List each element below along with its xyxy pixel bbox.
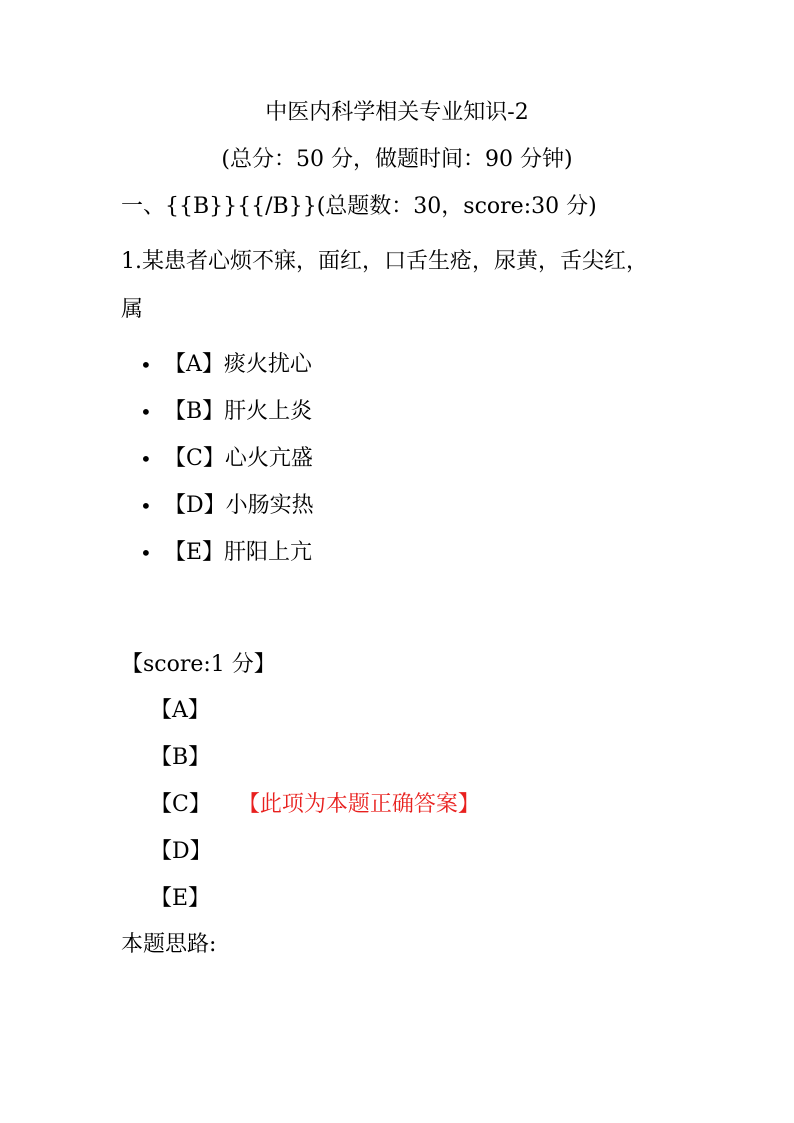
answer-item-b [150,743,480,790]
question-text: 1.某患者心烦不寐，面红，口舌生疮，尿黄，舌尖红，属 [121,249,648,322]
document-title: 中医内科学相关专业知识-2 [265,100,529,125]
answer-label: 【C】 [150,792,211,817]
option-list [140,350,314,585]
answer-label: 【A】 [150,698,210,723]
bullet-icon: • [140,541,152,565]
option-label: 【B】肝火上炎 [164,399,313,424]
correct-answer-marker: 【此项为本题正确答案】 [248,792,480,817]
answer-label: 【E】 [150,886,211,911]
option-item-a [140,350,314,397]
document-subtitle: (总分：50 分，做题时间：90 分钟) [221,147,573,172]
option-item-d [140,491,314,538]
section-header: 一、{{B}}{{/B}}(总题数：30，score:30 分) [121,194,597,219]
option-label: 【E】肝阳上亢 [164,540,313,565]
option-label: 【C】心火亢盛 [164,446,313,471]
bullet-icon: • [140,400,152,424]
bullet-icon: • [140,447,152,471]
option-label: 【D】小肠实热 [164,493,314,518]
option-item-c [140,444,314,491]
answer-item-d [150,837,480,884]
answer-item-c [150,790,480,837]
answer-item-e [150,884,480,931]
score-label: 【score:1 分】 [121,652,276,677]
answer-label: 【D】 [150,839,212,864]
bullet-icon: • [140,353,152,377]
option-item-b [140,397,314,444]
answer-item-a [150,696,480,743]
analysis-label: 本题思路: [121,932,217,957]
option-item-e [140,538,314,585]
answer-list [150,696,480,931]
answer-label: 【B】 [150,745,211,770]
bullet-icon: • [140,494,152,518]
option-label: 【A】痰火扰心 [164,352,312,377]
